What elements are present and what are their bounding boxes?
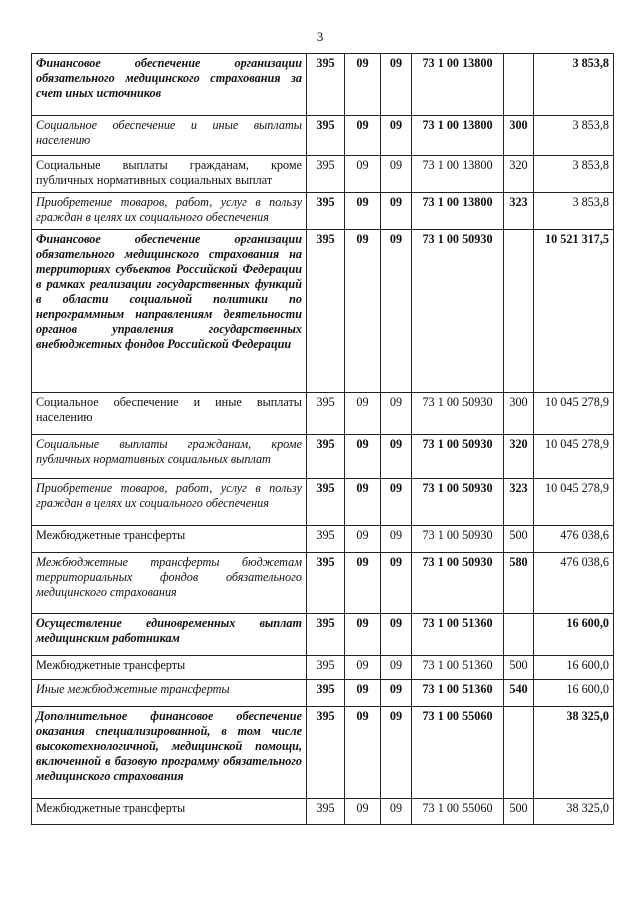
vr-code-cell: 500 [504, 799, 534, 825]
row-name-cell: Дополнительное финансовое обеспечение оказания специализированной, в том числе высокотехнологичной, медицинской помощи, включенной в базовую программу обязательного медицинского страхования [32, 707, 307, 799]
pr-code-cell: 09 [381, 614, 412, 656]
gr-code-cell: 395 [307, 193, 345, 230]
table-row [32, 193, 614, 230]
sum-cell: 476 038,6 [534, 526, 614, 553]
csr-code-cell: 73 1 00 50930 [412, 479, 504, 526]
vr-code-cell: 300 [504, 393, 534, 435]
row-name-cell: Межбюджетные трансферты [32, 799, 307, 825]
row-name-cell: Социальные выплаты гражданам, кроме публичных нормативных социальных выплат [32, 435, 307, 479]
csr-code-cell: 73 1 00 55060 [412, 707, 504, 799]
vr-code-cell: 500 [504, 526, 534, 553]
rz-code-cell: 09 [345, 230, 381, 393]
row-name-cell: Осуществление единовременных выплат медицинским работникам [32, 614, 307, 656]
csr-code-cell: 73 1 00 50930 [412, 526, 504, 553]
csr-code-cell: 73 1 00 50930 [412, 435, 504, 479]
vr-code-cell [504, 614, 534, 656]
table-row [32, 116, 614, 156]
gr-code-cell: 395 [307, 54, 345, 116]
csr-code-cell: 73 1 00 51360 [412, 680, 504, 707]
gr-code-cell: 395 [307, 435, 345, 479]
rz-code-cell: 09 [345, 707, 381, 799]
vr-code-cell: 320 [504, 435, 534, 479]
sum-cell: 10 045 278,9 [534, 393, 614, 435]
budget-table [31, 53, 614, 825]
csr-code-cell: 73 1 00 13800 [412, 116, 504, 156]
table-row [32, 707, 614, 799]
sum-cell: 476 038,6 [534, 553, 614, 614]
rz-code-cell: 09 [345, 479, 381, 526]
csr-code-cell: 73 1 00 50930 [412, 393, 504, 435]
sum-cell: 16 600,0 [534, 680, 614, 707]
rz-code-cell: 09 [345, 193, 381, 230]
gr-code-cell: 395 [307, 680, 345, 707]
gr-code-cell: 395 [307, 156, 345, 193]
gr-code-cell: 395 [307, 393, 345, 435]
vr-code-cell [504, 707, 534, 799]
pr-code-cell: 09 [381, 116, 412, 156]
rz-code-cell: 09 [345, 799, 381, 825]
csr-code-cell: 73 1 00 13800 [412, 193, 504, 230]
row-name-cell: Финансовое обеспечение организации обязательного медицинского страхования на территориях субъектов Российской Федерации в рамках реализации государственных функций в области социальной политики по непрограммным направлениям деятельности органов управления государственных внебюджетных фондов Российской Федерации [32, 230, 307, 393]
vr-code-cell [504, 230, 534, 393]
page-number: 3 [316, 29, 324, 44]
sum-cell: 3 853,8 [534, 193, 614, 230]
pr-code-cell: 09 [381, 393, 412, 435]
rz-code-cell: 09 [345, 656, 381, 680]
csr-code-cell: 73 1 00 13800 [412, 156, 504, 193]
vr-code-cell: 320 [504, 156, 534, 193]
pr-code-cell: 09 [381, 707, 412, 799]
pr-code-cell: 09 [381, 680, 412, 707]
vr-code-cell: 300 [504, 116, 534, 156]
sum-cell: 3 853,8 [534, 156, 614, 193]
sum-cell: 16 600,0 [534, 656, 614, 680]
row-name-cell: Иные межбюджетные трансферты [32, 680, 307, 707]
gr-code-cell: 395 [307, 799, 345, 825]
table-row [32, 479, 614, 526]
pr-code-cell: 09 [381, 656, 412, 680]
sum-cell: 10 045 278,9 [534, 435, 614, 479]
pr-code-cell: 09 [381, 435, 412, 479]
row-name-cell: Социальные выплаты гражданам, кроме публичных нормативных социальных выплат [32, 156, 307, 193]
sum-cell: 38 325,0 [534, 707, 614, 799]
sum-cell: 16 600,0 [534, 614, 614, 656]
sum-cell: 3 853,8 [534, 54, 614, 116]
rz-code-cell: 09 [345, 614, 381, 656]
pr-code-cell: 09 [381, 526, 412, 553]
table-row [32, 680, 614, 707]
table-row [32, 230, 614, 393]
vr-code-cell: 580 [504, 553, 534, 614]
pr-code-cell: 09 [381, 230, 412, 393]
row-name-cell: Финансовое обеспечение организации обязательного медицинского страхования за счет иных источников [32, 54, 307, 116]
pr-code-cell: 09 [381, 193, 412, 230]
row-name-cell: Межбюджетные трансферты бюджетам территориальных фондов обязательного медицинского страхования [32, 553, 307, 614]
table-row [32, 526, 614, 553]
table-row [32, 393, 614, 435]
csr-code-cell: 73 1 00 51360 [412, 614, 504, 656]
row-name-cell: Социальное обеспечение и иные выплаты населению [32, 393, 307, 435]
gr-code-cell: 395 [307, 707, 345, 799]
row-name-cell: Социальное обеспечение и иные выплаты населению [32, 116, 307, 156]
csr-code-cell: 73 1 00 51360 [412, 656, 504, 680]
pr-code-cell: 09 [381, 54, 412, 116]
table-row [32, 656, 614, 680]
pr-code-cell: 09 [381, 156, 412, 193]
rz-code-cell: 09 [345, 156, 381, 193]
rz-code-cell: 09 [345, 116, 381, 156]
vr-code-cell [504, 54, 534, 116]
vr-code-cell: 323 [504, 193, 534, 230]
table-row [32, 799, 614, 825]
row-name-cell: Приобретение товаров, работ, услуг в пользу граждан в целях их социального обеспечения [32, 479, 307, 526]
gr-code-cell: 395 [307, 230, 345, 393]
table-row [32, 156, 614, 193]
sum-cell: 38 325,0 [534, 799, 614, 825]
budget-table-body [32, 54, 614, 825]
pr-code-cell: 09 [381, 479, 412, 526]
csr-code-cell: 73 1 00 50930 [412, 553, 504, 614]
row-name-cell: Межбюджетные трансферты [32, 656, 307, 680]
pr-code-cell: 09 [381, 799, 412, 825]
gr-code-cell: 395 [307, 614, 345, 656]
sum-cell: 3 853,8 [534, 116, 614, 156]
rz-code-cell: 09 [345, 680, 381, 707]
gr-code-cell: 395 [307, 553, 345, 614]
rz-code-cell: 09 [345, 526, 381, 553]
rz-code-cell: 09 [345, 393, 381, 435]
gr-code-cell: 395 [307, 479, 345, 526]
vr-code-cell: 323 [504, 479, 534, 526]
sum-cell: 10 521 317,5 [534, 230, 614, 393]
gr-code-cell: 395 [307, 656, 345, 680]
vr-code-cell: 540 [504, 680, 534, 707]
csr-code-cell: 73 1 00 13800 [412, 54, 504, 116]
csr-code-cell: 73 1 00 50930 [412, 230, 504, 393]
sum-cell: 10 045 278,9 [534, 479, 614, 526]
table-row [32, 614, 614, 656]
table-row [32, 54, 614, 116]
table-row [32, 435, 614, 479]
table-row [32, 553, 614, 614]
rz-code-cell: 09 [345, 54, 381, 116]
row-name-cell: Межбюджетные трансферты [32, 526, 307, 553]
row-name-cell: Приобретение товаров, работ, услуг в пользу граждан в целях их социального обеспечения [32, 193, 307, 230]
vr-code-cell: 500 [504, 656, 534, 680]
pr-code-cell: 09 [381, 553, 412, 614]
rz-code-cell: 09 [345, 553, 381, 614]
rz-code-cell: 09 [345, 435, 381, 479]
gr-code-cell: 395 [307, 116, 345, 156]
gr-code-cell: 395 [307, 526, 345, 553]
csr-code-cell: 73 1 00 55060 [412, 799, 504, 825]
